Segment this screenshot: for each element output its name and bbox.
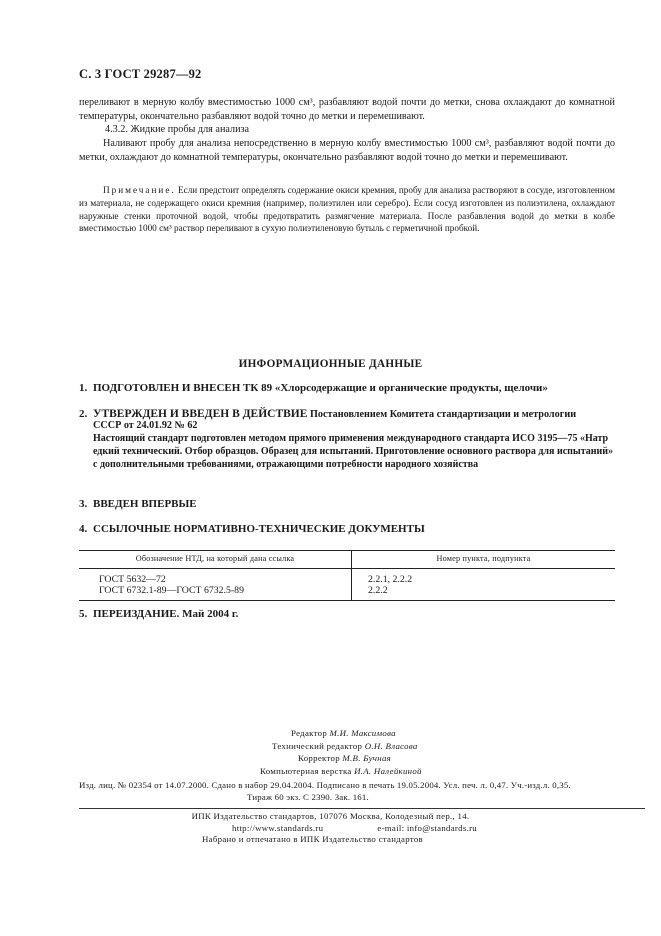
editorial-credits [240, 727, 422, 777]
website-link[interactable]: http://www.standards.ru [232, 822, 324, 833]
credit-label: Корректор [298, 753, 340, 763]
column-header-document: Обозначение НТД, на который дана ссылка [79, 551, 352, 569]
item-number: 1. [79, 382, 88, 394]
item-text: ПОДГОТОВЛЕН И ВНЕСЕН ТК 89 «Хлорсодержащие и органические продукты, щелочи» [93, 382, 548, 394]
email-link[interactable]: e-mail: info@standards.ru [377, 822, 477, 833]
item-number: 3. [79, 498, 88, 510]
references-table [79, 550, 615, 601]
item-text: ПЕРЕИЗДАНИЕ. Май 2004 г. [93, 608, 239, 620]
credit-name: М.В. Бучная [342, 753, 392, 763]
credit-label: Компьютерная верстка [260, 765, 352, 776]
section-heading-4-3-2: 4.3.2. Жидкие пробы для анализа [105, 124, 250, 135]
item-heading: УТВЕРЖДЕН И ВВЕДЕН В ДЕЙСТВИЕ [93, 408, 308, 420]
credit-layout [240, 765, 422, 778]
credit-editor [240, 727, 422, 740]
item-text: Постановлением Комитета стандартизации и метрологии [307, 409, 577, 420]
document-ref: ГОСТ 6732.1-89—ГОСТ 6732.5-89 [99, 585, 244, 596]
clause-ref: 2.2.1, 2.2.2 [368, 574, 413, 585]
credit-label: Редактор [291, 728, 328, 738]
credit-name: М.И. Максимова [329, 728, 396, 738]
info-item-3 [79, 498, 615, 510]
item-number: 5. [79, 608, 88, 620]
item-text-line2: СССР от 24.01.92 № 62 [93, 420, 198, 431]
item-number: 4. [79, 523, 88, 535]
credit-label: Технический редактор [272, 740, 363, 751]
document-ref: ГОСТ 5632—72 [99, 574, 166, 585]
publication-info [79, 779, 645, 803]
note-label: Примечание. [103, 185, 176, 195]
publication-line-1: Изд. лиц. № 02354 от 14.07.2000. Сдано в набор 29.04.2004. Подписано в печать 19.05.2004. Усл. печ. л. 0,47. Уч.-изд.л. 0,35. [79, 780, 571, 790]
info-item-4 [79, 523, 615, 535]
clause-ref: 2.2.2 [368, 585, 388, 596]
item-text: ССЫЛОЧНЫЕ НОРМАТИВНО-ТЕХНИЧЕСКИЕ ДОКУМЕНТЫ [93, 523, 425, 535]
info-item-5 [79, 608, 615, 620]
publisher-address: ИПК Издательство стандартов, 107076 Москва, Колодезный пер., 14. [191, 811, 470, 821]
credit-corrector [240, 752, 422, 765]
info-item-1 [79, 382, 615, 394]
column-header-clause: Номер пункта, подпункта [352, 551, 616, 569]
printed-by: Набрано и отпечатано в ИПК Издательство стандартов [202, 834, 423, 844]
table-header-row [79, 551, 615, 569]
paragraph-continuation: переливают в мерную колбу вместимостью 1000 см³, разбавляют водой почти до метки, снова охлаждают до комнатной температуры, окончательно разбавляют водой точно до метки и перемешивают. [79, 97, 615, 122]
item-subtext: Настоящий стандарт подготовлен методом прямого применения международного стандарта ИСО 3195—75 «Натр едкий технический. Отбор образцов. Образец для испытаний. Приготовление основного раствора для испытаний» с дополнительными требованиями, отражающими потребности народного хозяйства [93, 433, 614, 470]
note-paragraph [79, 184, 615, 235]
info-item-2 [79, 408, 615, 471]
credit-name: О.Н. Власова [364, 740, 418, 751]
credit-name: И.А. Налейкиной [354, 765, 422, 776]
info-section-title: ИНФОРМАЦИОННЫЕ ДАННЫЕ [238, 358, 423, 370]
table-cell-documents [79, 569, 352, 601]
page-header: С. 3 ГОСТ 29287—92 [79, 67, 202, 81]
publisher-footer [0, 811, 661, 846]
table-row [79, 569, 615, 601]
item-number: 2. [79, 408, 88, 420]
item-text: ВВЕДЕН ВПЕРВЫЕ [93, 498, 197, 510]
publication-line-2: Тираж 60 экз. С 2390. Зак. 161. [247, 792, 369, 802]
credit-tech-editor [240, 740, 422, 753]
publisher-contacts [0, 823, 661, 835]
note-text: Если предстоит определять содержание окиси кремния, пробу для анализа растворяют в сосуде, изготовленном из материала, не содержащего окиси кремния (например, полиэтилен или серебро). Если сосуд изготовлен из полиэтилена, охлаждают наружные стенки проточной водой, чтобы предотвратить размягчение материала. После разбавления водой до метки в колбе вместимостью 1000 см³ раствор переливают в сухую полиэтиленовую бутыль с герметичной пробкой. [79, 185, 615, 234]
table-cell-clauses [352, 569, 616, 601]
paragraph-liquid-samples: Наливают пробу для анализа непосредственно в мерную колбу вместимостью 1000 см³, разбавляют водой почти до метки, охлаждают до комнатной температуры, окончательно разбавляют водой точно до метки и перемешивают. [79, 138, 615, 163]
footer-divider [79, 808, 645, 809]
